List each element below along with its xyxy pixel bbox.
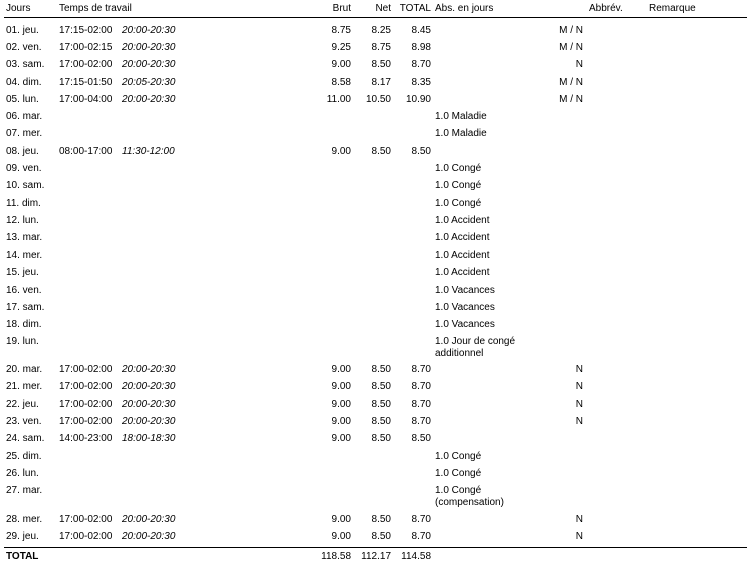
cell-abs-line2: additionnel	[435, 348, 484, 359]
cell-time: 17:00-02:00	[59, 416, 113, 427]
cell-net: 8.50	[371, 146, 391, 157]
cell-day: 14. mer.	[6, 250, 43, 261]
cell-abbrev: N	[575, 514, 583, 525]
cell-total: 8.70	[411, 416, 431, 427]
header-brut: Brut	[332, 3, 351, 14]
cell-day: 13. mar.	[6, 232, 43, 243]
cell-day: 01. jeu.	[6, 25, 39, 36]
cell-pause: 20:00-20:30	[122, 381, 176, 392]
cell-total: 10.90	[405, 94, 431, 105]
cell-brut: 9.00	[331, 433, 351, 444]
cell-brut: 9.00	[331, 416, 351, 427]
cell-net: 8.50	[371, 381, 391, 392]
cell-brut: 11.00	[326, 94, 351, 105]
cell-time: 17:15-01:50	[59, 77, 113, 88]
cell-time: 17:00-02:00	[59, 531, 113, 542]
cell-day: 06. mar.	[6, 111, 43, 122]
cell-net: 8.75	[371, 42, 391, 53]
cell-brut: 8.75	[331, 25, 351, 36]
header-abbrev: Abbrév.	[589, 3, 623, 14]
cell-pause: 20:00-20:30	[122, 399, 176, 410]
header-net: Net	[375, 3, 391, 14]
cell-net: 8.17	[371, 77, 391, 88]
cell-day: 12. lun.	[6, 215, 39, 226]
cell-total: 8.45	[411, 25, 431, 36]
cell-abs: 1.0 Vacances	[435, 302, 495, 313]
cell-abs: 1.0 Congé	[435, 468, 482, 479]
cell-total: 8.98	[411, 42, 431, 53]
header-abs: Abs. en jours	[435, 3, 494, 14]
cell-day: 04. dim.	[6, 77, 42, 88]
cell-day: 11. dim.	[6, 198, 41, 209]
cell-pause: 20:00-20:30	[122, 94, 176, 105]
total-label: TOTAL	[6, 551, 39, 562]
cell-pause: 20:00-20:30	[122, 25, 176, 36]
cell-day: 29. jeu.	[6, 531, 39, 542]
cell-abs: 1.0 Maladie	[435, 111, 487, 122]
cell-day: 08. jeu.	[6, 146, 39, 157]
cell-brut: 9.00	[331, 59, 351, 70]
cell-abs: 1.0 Congé	[435, 198, 482, 209]
cell-abs: 1.0 Accident	[435, 232, 490, 243]
cell-time: 17:00-02:15	[59, 42, 113, 53]
cell-brut: 9.00	[331, 514, 351, 525]
cell-abs-line2: (compensation)	[435, 497, 504, 508]
cell-net: 8.50	[371, 399, 391, 410]
cell-day: 25. dim.	[6, 451, 42, 462]
cell-pause: 11:30-12:00	[122, 146, 175, 157]
cell-abs: 1.0 Congé	[435, 485, 482, 496]
header-temps: Temps de travail	[59, 3, 132, 14]
cell-day: 07. mer.	[6, 128, 43, 139]
cell-day: 15. jeu.	[6, 267, 39, 278]
cell-day: 20. mar.	[6, 364, 43, 375]
cell-abs: 1.0 Vacances	[435, 285, 495, 296]
cell-abs: 1.0 Accident	[435, 250, 490, 261]
cell-net: 8.50	[371, 364, 391, 375]
cell-pause: 20:00-20:30	[122, 531, 176, 542]
cell-day: 02. ven.	[6, 42, 42, 53]
cell-time: 17:00-02:00	[59, 364, 113, 375]
cell-brut: 9.00	[331, 364, 351, 375]
cell-time: 08:00-17:00	[59, 146, 113, 157]
cell-pause: 20:00-20:30	[122, 59, 176, 70]
cell-pause: 20:05-20:30	[122, 77, 176, 88]
cell-net: 8.50	[371, 416, 391, 427]
cell-pause: 18:00-18:30	[122, 433, 176, 444]
cell-time: 17:00-04:00	[59, 94, 113, 105]
cell-day: 26. lun.	[6, 468, 39, 479]
cell-abs: 1.0 Congé	[435, 163, 482, 174]
cell-abs: 1.0 Congé	[435, 451, 482, 462]
cell-day: 24. sam.	[6, 433, 45, 444]
cell-total: 8.70	[411, 364, 431, 375]
header-remarque: Remarque	[649, 3, 696, 14]
cell-day: 10. sam.	[6, 180, 45, 191]
header-divider	[4, 17, 747, 18]
cell-brut: 9.00	[331, 381, 351, 392]
total-total: 114.58	[401, 551, 431, 562]
cell-pause: 20:00-20:30	[122, 416, 176, 427]
cell-pause: 20:00-20:30	[122, 514, 176, 525]
cell-pause: 20:00-20:30	[122, 364, 176, 375]
cell-day: 03. sam.	[6, 59, 45, 70]
cell-total: 8.35	[411, 77, 431, 88]
cell-day: 28. mer.	[6, 514, 43, 525]
cell-total: 8.50	[411, 433, 431, 444]
cell-abs: 1.0 Accident	[435, 215, 490, 226]
cell-abs: 1.0 Vacances	[435, 319, 495, 330]
cell-net: 8.50	[371, 433, 391, 444]
cell-abbrev: N	[575, 416, 583, 427]
cell-brut: 9.00	[331, 146, 351, 157]
cell-time: 17:15-02:00	[59, 25, 113, 36]
cell-brut: 8.58	[331, 77, 351, 88]
cell-net: 8.50	[371, 514, 391, 525]
cell-abbrev: N	[575, 381, 583, 392]
cell-day: 21. mer.	[6, 381, 43, 392]
cell-day: 18. dim.	[6, 319, 42, 330]
cell-total: 8.50	[411, 146, 431, 157]
cell-abbrev: M / N	[559, 42, 583, 53]
cell-total: 8.70	[411, 531, 431, 542]
total-net: 112.17	[361, 551, 391, 562]
cell-brut: 9.00	[331, 399, 351, 410]
cell-abbrev: M / N	[559, 77, 583, 88]
cell-abbrev: N	[575, 59, 583, 70]
cell-abs: 1.0 Congé	[435, 180, 482, 191]
header-total: TOTAL	[399, 3, 431, 14]
cell-net: 8.50	[371, 531, 391, 542]
cell-time: 17:00-02:00	[59, 514, 113, 525]
cell-day: 19. lun.	[6, 336, 39, 347]
cell-day: 16. ven.	[6, 285, 42, 296]
cell-total: 8.70	[411, 514, 431, 525]
header-jours: Jours	[6, 3, 31, 14]
cell-net: 8.25	[371, 25, 391, 36]
cell-day: 17. sam.	[6, 302, 45, 313]
cell-abbrev: N	[575, 399, 583, 410]
cell-brut: 9.25	[331, 42, 351, 53]
cell-day: 23. ven.	[6, 416, 42, 427]
cell-net: 10.50	[365, 94, 391, 105]
cell-day: 05. lun.	[6, 94, 39, 105]
cell-total: 8.70	[411, 381, 431, 392]
cell-abs: 1.0 Maladie	[435, 128, 487, 139]
cell-brut: 9.00	[331, 531, 351, 542]
cell-net: 8.50	[371, 59, 391, 70]
cell-total: 8.70	[411, 399, 431, 410]
cell-time: 17:00-02:00	[59, 381, 113, 392]
cell-pause: 20:00-20:30	[122, 42, 176, 53]
cell-abs: 1.0 Accident	[435, 267, 490, 278]
cell-day: 27. mar.	[6, 485, 43, 496]
cell-abs: 1.0 Jour de congé	[435, 336, 516, 347]
cell-day: 22. jeu.	[6, 399, 39, 410]
cell-abbrev: N	[575, 531, 583, 542]
cell-total: 8.70	[411, 59, 431, 70]
cell-abbrev: M / N	[559, 94, 583, 105]
cell-time: 17:00-02:00	[59, 59, 113, 70]
cell-time: 14:00-23:00	[59, 433, 113, 444]
cell-abbrev: N	[575, 364, 583, 375]
cell-time: 17:00-02:00	[59, 399, 113, 410]
cell-abbrev: M / N	[559, 25, 583, 36]
total-brut: 118.58	[321, 551, 351, 562]
cell-day: 09. ven.	[6, 163, 42, 174]
total-divider	[4, 547, 747, 548]
